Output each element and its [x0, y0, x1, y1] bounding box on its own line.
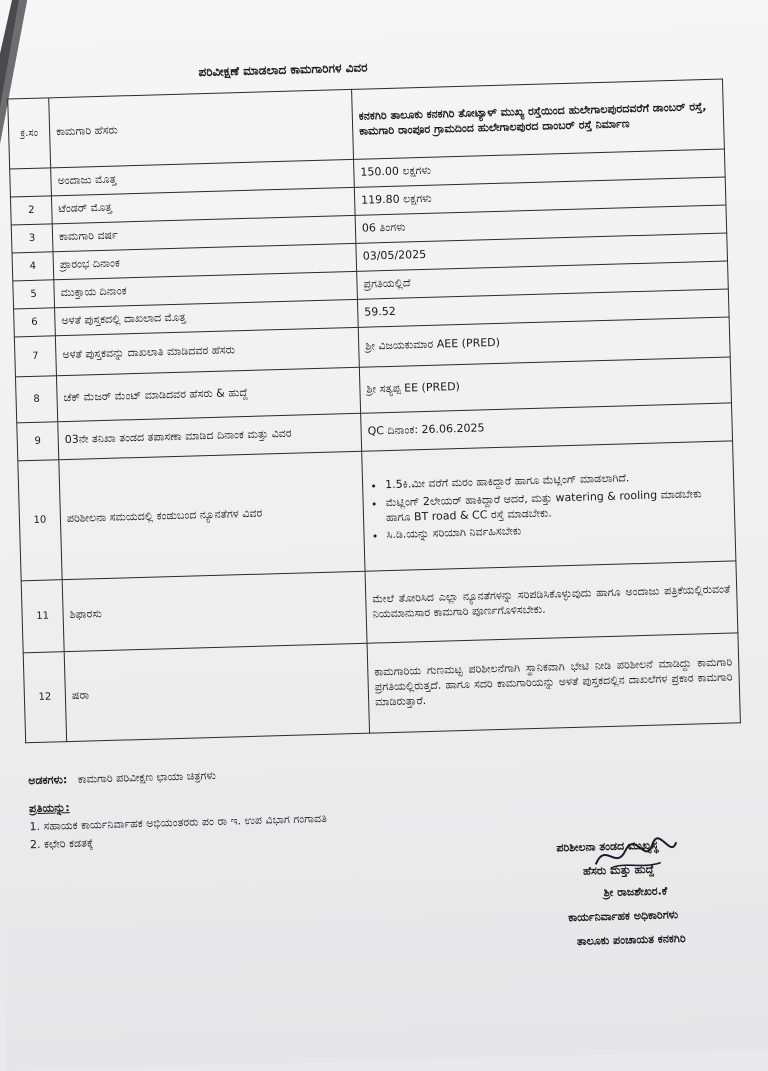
row-label: ಪ್ರಾರಂಭ ದಿನಾಂಕ [53, 243, 357, 279]
row-value: 150.00 ಲಕ್ಷಗಳು [354, 149, 726, 187]
remarks-value: ಕಾಮಗಾರಿಯ ಗುಣಮಟ್ಟ ಪರಿಶೀಲನೆಗಾಗಿ ಸ್ಥಾನಿಕವಾಗಿ ಭೇಟಿ ನೀಡಿ ಪರಿಶೀಲನೆ ಮಾಡಿದ್ದು ಕಾಮಗಾರಿ ಪ್ರಗತಿಯಲ್ಲಿರುತ್ತದೆ. ಹಾಗೂ ಸದರಿ ಕಾಮಗಾರಿಯನ್ನು ಅಳತೆ ಪುಸ್ತಕದಲ್ಲಿನ ದಾಖಲೆಗಳ ಪ್ರಕಾರ ಕಾಮಗಾರಿ ಮಾಡಿರುತ್ತಾರೆ. [367, 633, 740, 733]
row-number: 11 [21, 580, 64, 653]
row-value: 03/05/2025 [356, 233, 728, 271]
row-label: ಅಳತೆ ಪುಸ್ತಕವನ್ನು ದಾಖಲಾತಿ ಮಾಡಿದವರ ಹೆಸರು [55, 327, 359, 375]
row-label: ಟೆಂಡರ್ ಮೊತ್ತ [51, 187, 355, 223]
row-value: ಶ್ರೀ ಸತ್ಯಪ್ಪ EE (PRED) [359, 357, 731, 413]
copy-to-heading: ಪ್ರತಿಯನ್ನು: [28, 801, 70, 816]
row-number: 3 [11, 224, 53, 253]
row-number: 5 [13, 280, 55, 309]
row-number: 12 [23, 652, 66, 743]
signature-name: ಶ್ರೀ ರಾಜಶೇಖರ.ಕೆ [603, 884, 668, 900]
row-number: 10 [18, 460, 62, 581]
signature-designation: ಹೆಸರು ಮತ್ತು ಹುದ್ದೆ [582, 862, 655, 878]
row-label: 03ನೇ ತನಿಖಾ ತಂಡದ ತಪಾಸಣಾ ಮಾಡಿದ ದಿನಾಂಕ ಮತ್ತು ವಿವರ [58, 413, 362, 459]
copy-to-item: 2. ಕಛೇರಿ ಕಡತಕ್ಕೆ [29, 836, 94, 852]
row-number: 2 [10, 196, 52, 225]
attachments-text: ಕಾಮಗಾರಿ ಪರಿವೀಕ್ಷಣ ಛಾಯಾ ಚಿತ್ರಗಳು [77, 768, 217, 786]
deficiency-item: • ಮೆಟ್ಲಿಂಗ್ 2ಲೇಯರ್ ಹಾಕಿದ್ದಾರೆ ಆದರೆ, ಮತ್ತು watering & rooling ಮಾಡಬೇಕು ಹಾಗೂ BT road & CC ರಸ್ತೆ ಮಾಡಬೇಕು. [385, 486, 728, 525]
row-label: ಕಾಮಗಾರಿ ವರ್ಷ [52, 215, 356, 251]
row-number: 9 [17, 422, 59, 461]
row-number: 7 [14, 336, 56, 377]
row-label: ಚೆಕ್ ಮೆಜರ್ ಮೆಂಟ್ ಮಾಡಿದವರ ಹೆಸರು & ಹುದ್ದೆ [56, 367, 360, 421]
row-number: 8 [15, 376, 57, 423]
attachments-label: ಅಡಕಗಳು: [28, 773, 68, 788]
row-number: ಕ್ರ.ಸಂ [8, 98, 51, 169]
table-row [23, 633, 740, 743]
row-value: 59.52 [357, 289, 729, 327]
work-name-value: ಕನಕಗಿರಿ ತಾಲೂಕು ಕನಕಗಿರಿ ತೋಟ್ಯಾಳ್ ಮುಖ್ಯ ರಸ್ತೆಯಿಂದ ಹುಲೇಗಾಲಪುರದವರೆಗೆ ಡಾಂಬರ್ ರಸ್ತೆ, ಕಾಮಗಾರಿ ರಾಂಪೂರ ಗ್ರಾಮದಿಂದ ಹುಲೇಗಾಲಪುರದ ದಾಂಬರ್ ರಸ್ತೆ ನಿರ್ಮಾಣ [352, 79, 725, 159]
signature-location: ತಾಲೂಕು ಪಂಚಾಯತ ಕನಕಗಿರಿ [576, 931, 686, 948]
row-value: ಪ್ರಗತಿಯಲ್ಲಿದೆ [357, 261, 729, 299]
deficiency-item: • ಸಿ.ಡಿ.ಯನ್ನು ಸರಿಯಾಗಿ ನಿರ್ವಹಿಸಬೇಕು [386, 519, 728, 543]
table-row [18, 441, 736, 581]
row-label: ಅಂದಾಜು ಮೊತ್ತ [51, 159, 355, 195]
attachments-line [28, 769, 216, 788]
row-label: ಷರಾ [64, 643, 369, 741]
row-value: ಶ್ರೀ ವಿಜಯಕುಮಾರ AEE (PRED) [358, 317, 730, 367]
signature-title: ಪರಿಶೀಲನಾ ತಂಡದ ಮುಖ್ಯಸ್ಥ [556, 838, 659, 855]
row-value: QC ದಿನಾಂಕ: 26.06.2025 [361, 403, 733, 451]
row-number [10, 168, 52, 197]
row-label: ಪರಿಶೀಲನಾ ಸಮಯದಲ್ಲಿ ಕಂಡುಬಂದ ನ್ಯೂನತೆಗಳ ವಿವರ [59, 451, 365, 579]
row-number: 4 [12, 252, 54, 281]
row-number: 6 [14, 308, 56, 337]
deficiency-item: • 1.5ಕಿ.ಮೀ ವರೆಗೆ ಮರಂ ಹಾಕಿದ್ದಾರೆ ಹಾಗೂ ಮೆಟ್ಲಿಂಗ್ ಮಾಡಲಾಗಿದೆ. [385, 468, 727, 492]
row-value: 119.80 ಲಕ್ಷಗಳು [354, 177, 726, 215]
row-label: ಅಳತೆ ಪುಸ್ತಕದಲ್ಲಿ ದಾಖಲಾದ ಮೊತ್ತ [55, 299, 359, 335]
document-title: ಪರಿವೀಕ್ಷಣೆ ಮಾಡಲಾದ ಕಾಮಗಾರಿಗಳ ವಿವರ [198, 60, 368, 80]
signature-office: ಕಾರ್ಯನಿರ್ವಾಹಕ ಅಧಿಕಾರಿಗಳು [568, 908, 679, 925]
recommendation-value: ಮೇಲೆ ತೋರಿಸಿದ ಎಲ್ಲಾ ನ್ಯೂನತೆಗಳನ್ನು ಸರಿಪಡಿಸಿಕೊಳ್ಳುವುದು ಹಾಗೂ ಅಂದಾಜು ಪತ್ರಿಕೆಯಲ್ಲಿರುವಂತೆ ನಿಯಮಾನುಸಾರ ಕಾಮಗಾರಿ ಪೂರ್ಣಗೊಳಿಸಬೇಕು. [365, 561, 738, 643]
row-value: 06 ತಿಂಗಳು [355, 205, 727, 243]
row-label: ಶಿಫಾರಸು [62, 571, 367, 651]
row-label: ಕಾಮಗಾರಿ ಹೆಸರು [49, 89, 354, 167]
row-label: ಮುಕ್ತಾಯ ದಿನಾಂಕ [54, 271, 358, 307]
inspection-table [7, 79, 741, 744]
copy-to-item: 1. ಸಹಾಯಕ ಕಾರ್ಯನಿರ್ವಾಹಕ ಅಭಿಯಂತರರು ಪಂ ರಾ ಇ. ಉಪ ವಿಭಾಗ ಗಂಗಾವತಿ [29, 811, 328, 834]
deficiencies-list [362, 441, 736, 571]
